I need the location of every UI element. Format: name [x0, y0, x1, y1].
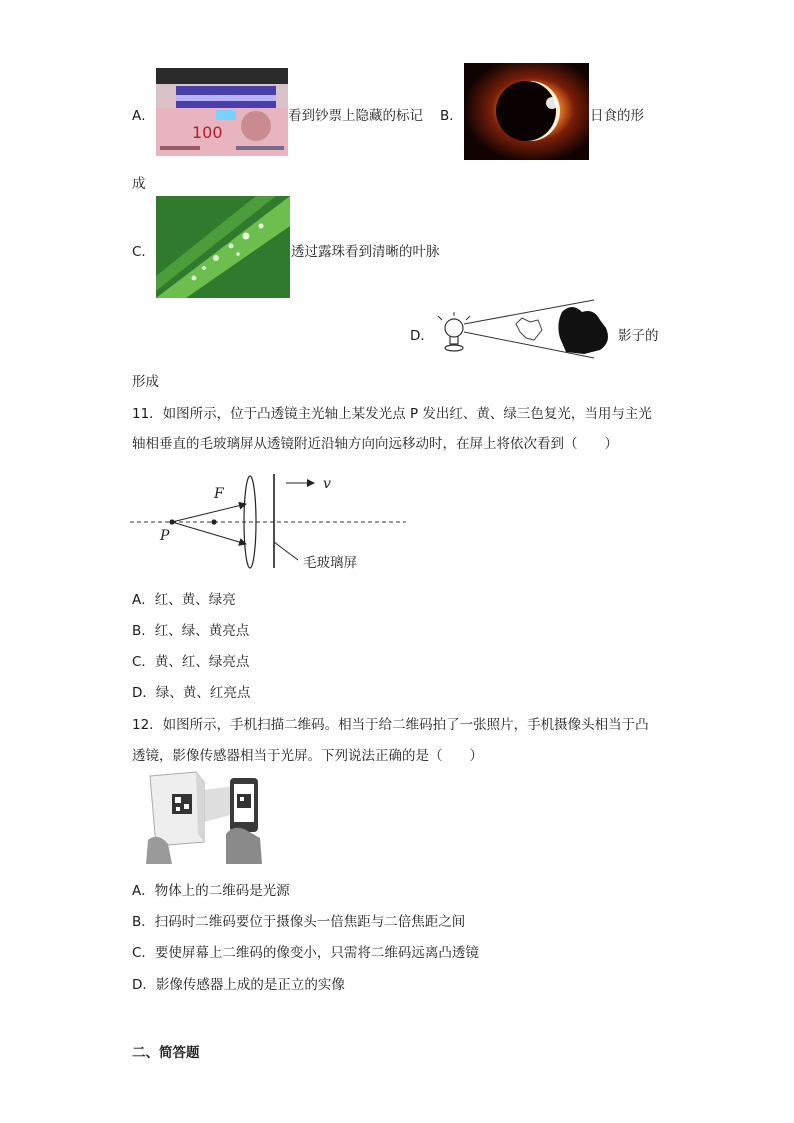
phone-qr-scan-image	[142, 768, 268, 864]
q12-option-c: C．要使屏幕上二维码的像变小，只需将二维码远离凸透镜	[132, 945, 479, 961]
q11-option-a: A．红、黄、绿亮	[132, 592, 236, 608]
q11-stem-line2: 轴相垂直的毛玻璃屏从透镜附近沿轴方向向远移动时，在屏上将依次看到（ ）	[132, 436, 618, 452]
q12-stem-line1: 12．如图所示，手机扫描二维码。相当于给二维码拍了一张照片，手机摄像头相当于凸	[132, 717, 649, 733]
option-d-text: 影子的	[618, 328, 659, 344]
label-screen: 毛玻璃屏	[303, 555, 357, 571]
dewdrop-leaf-image	[156, 196, 290, 298]
option-d-prefix: D．	[410, 328, 434, 344]
option-c-text: 透过露珠看到清晰的叶脉	[291, 244, 440, 260]
q12-stem-line2: 透镜，影像传感器相当于光屏。下列说法正确的是（ ）	[132, 748, 483, 764]
option-b-continued: 成	[132, 176, 146, 192]
q11-option-d: D．绿、黄、红亮点	[132, 685, 251, 701]
label-v: v	[323, 476, 331, 492]
section-heading: 二、简答题	[132, 1045, 200, 1061]
option-a-prefix: A．	[132, 108, 155, 124]
shadow-puppet-figure	[434, 298, 616, 360]
option-b-prefix: B．	[440, 108, 463, 124]
q11-option-c: C．黄、红、绿亮点	[132, 654, 250, 670]
label-p: P	[160, 528, 170, 544]
banknote-uv-image	[156, 68, 288, 156]
q11-option-b: B．红、绿、黄亮点	[132, 623, 250, 639]
q12-option-b: B．扫码时二维码要位于摄像头一倍焦距与二倍焦距之间	[132, 914, 466, 930]
option-c-prefix: C．	[132, 244, 155, 260]
option-b-text: 日食的形	[590, 108, 644, 124]
lens-screen-diagram	[128, 462, 408, 578]
solar-eclipse-image	[464, 63, 589, 160]
option-a-text: 看到钞票上隐藏的标记	[288, 108, 423, 124]
option-d-continued: 形成	[132, 374, 159, 390]
q12-option-d: D．影像传感器上成的是正立的实像	[132, 977, 345, 993]
banknote-value: 100	[192, 123, 223, 142]
q11-stem-line1: 11．如图所示，位于凸透镜主光轴上某发光点 P 发出红、黄、绿三色复光，当用与主光	[132, 406, 652, 422]
label-f: F	[214, 486, 224, 502]
q12-option-a: A．物体上的二维码是光源	[132, 883, 290, 899]
